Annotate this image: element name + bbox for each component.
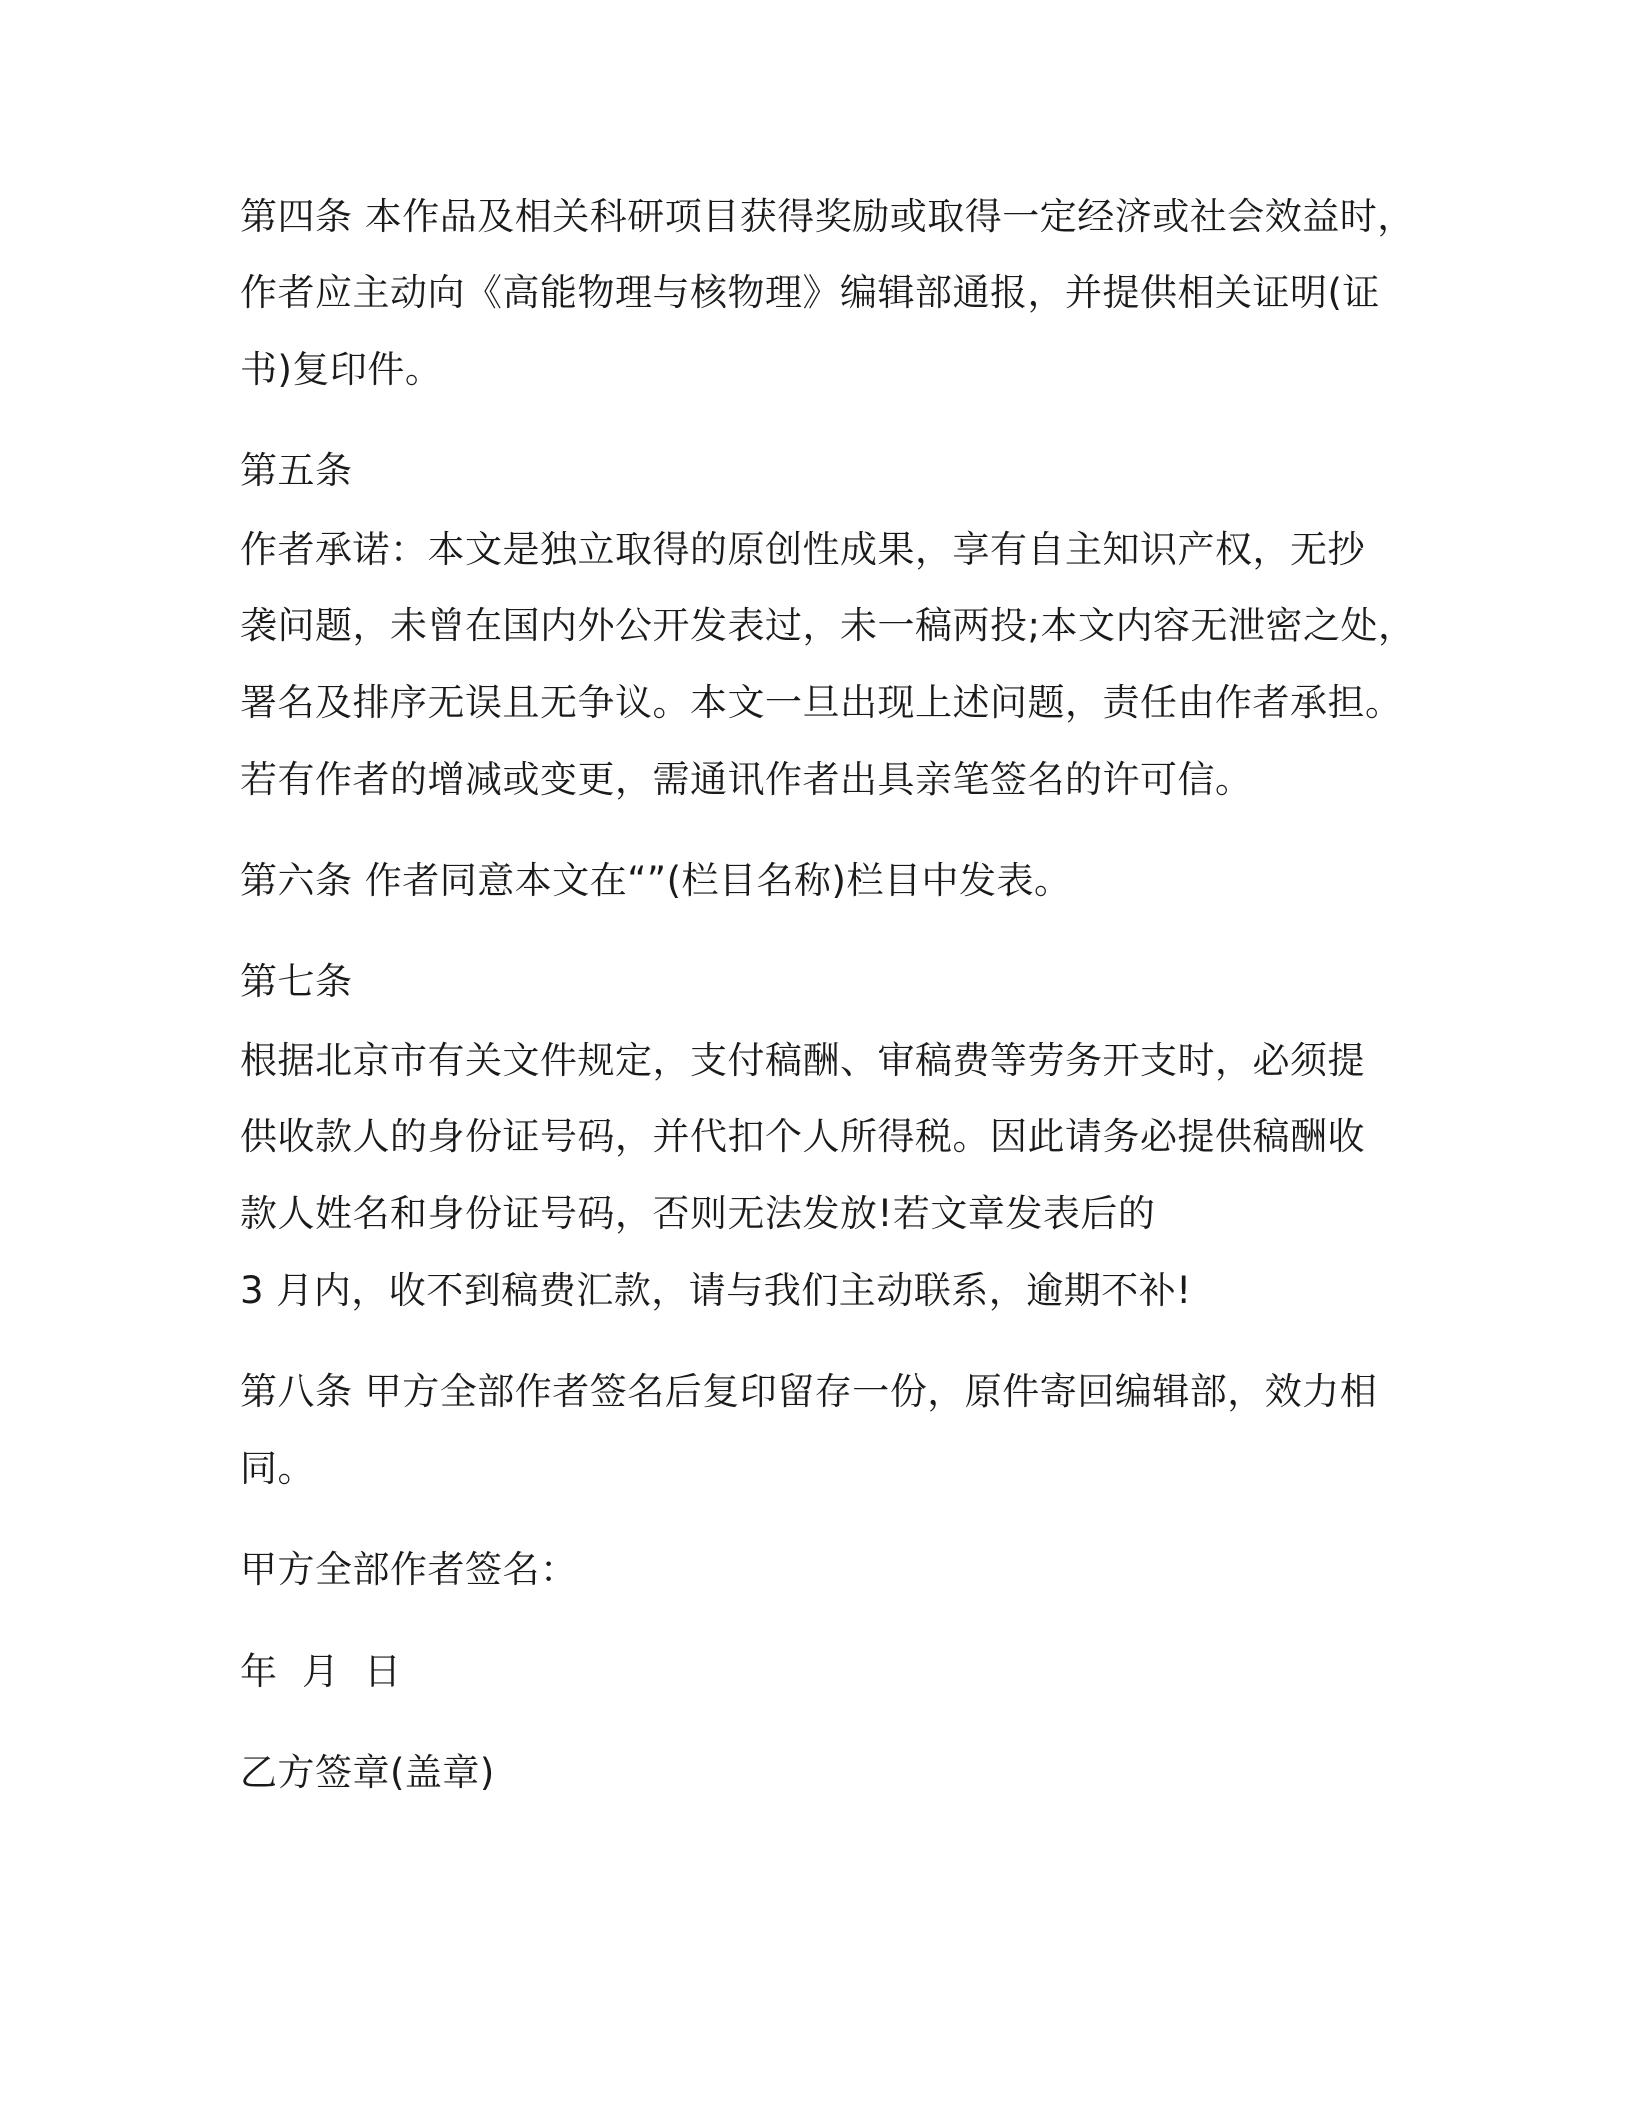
article-5-heading: 第五条	[240, 449, 353, 492]
article-4-line-2: 作者应主动向《高能物理与核物理》编辑部通报，并提供相关证明(证	[240, 271, 1380, 314]
article-5-line-4: 若有作者的增减或变更，需通讯作者出具亲笔签名的许可信。	[240, 758, 1253, 801]
signature-date: 年 月 日	[240, 1650, 402, 1693]
article-5-line-1: 作者承诺：本文是独立取得的原创性成果，享有自主知识产权，无抄	[240, 528, 1365, 571]
article-7-line-1: 根据北京市有关文件规定，支付稿酬、审稿费等劳务开支时，必须提	[240, 1039, 1365, 1082]
article-7-line-2: 供收款人的身份证号码，并代扣个人所得税。因此请务必提供稿酬收	[240, 1115, 1365, 1158]
article-4-line-3: 书)复印件。	[240, 348, 443, 391]
article-8-line-1: 第八条 甲方全部作者签名后复印留存一份，原件寄回编辑部，效力相	[240, 1370, 1378, 1413]
article-5-line-3: 署名及排序无误且无争议。本文一旦出现上述问题，责任由作者承担。	[240, 681, 1403, 724]
article-7-heading: 第七条	[240, 960, 353, 1003]
article-5-line-2: 袭问题，未曾在国内外公开发表过，未一稿两投;本文内容无泄密之处，	[240, 604, 1416, 647]
party-b-signature-label: 乙方签章(盖章)	[240, 1751, 495, 1794]
article-6-line-1: 第六条 作者同意本文在“”(栏目名称)栏目中发表。	[240, 859, 1072, 902]
article-7-line-3: 款人姓名和身份证号码，否则无法发放!若文章发表后的	[240, 1192, 1156, 1235]
party-a-signature-label: 甲方全部作者签名：	[240, 1548, 578, 1591]
article-7-line-4: 3 月内，收不到稿费汇款，请与我们主动联系，逾期不补!	[240, 1269, 1192, 1312]
article-8-line-2: 同。	[240, 1447, 315, 1490]
article-4-line-1: 第四条 本作品及相关科研项目获得奖励或取得一定经济或社会效益时，	[240, 195, 1415, 238]
